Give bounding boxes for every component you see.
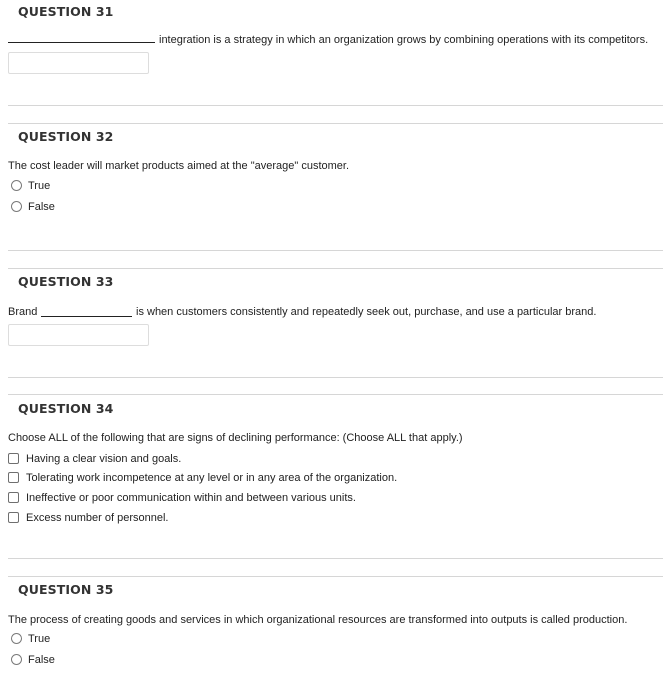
question-34-top-divider — [8, 394, 663, 395]
question-34-title: QUESTION 34 — [18, 401, 114, 416]
question-33-blank-line — [41, 316, 132, 317]
question-32-true-radio[interactable] — [11, 180, 22, 191]
question-33-prompt-end: is when customers consistently and repeatedly seek out, purchase, and use a particular brand. — [136, 306, 597, 318]
question-33-prompt-start: Brand — [8, 306, 38, 318]
question-31-divider — [8, 105, 663, 106]
question-34-prompt: Choose ALL of the following that are signs of declining performance: (Choose ALL that apply.) — [8, 432, 463, 444]
question-35-false-label[interactable]: False — [28, 654, 55, 666]
question-34-option-4-label[interactable]: Excess number of personnel. — [26, 512, 169, 524]
question-32-false-radio[interactable] — [11, 201, 22, 212]
question-32-divider — [8, 250, 663, 251]
question-31-blank-line — [8, 42, 155, 43]
question-34-option-3-checkbox[interactable] — [8, 492, 19, 503]
question-35-false-radio[interactable] — [11, 654, 22, 665]
question-31-title: QUESTION 31 — [18, 4, 114, 19]
question-34-option-4-checkbox[interactable] — [8, 512, 19, 523]
question-32-top-divider — [8, 123, 663, 124]
question-35-title: QUESTION 35 — [18, 582, 114, 597]
question-34-option-1-checkbox[interactable] — [8, 453, 19, 464]
question-34-option-1-label[interactable]: Having a clear vision and goals. — [26, 453, 182, 465]
question-33-top-divider — [8, 268, 663, 269]
question-33-title: QUESTION 33 — [18, 274, 114, 289]
question-32-false-label[interactable]: False — [28, 201, 55, 213]
question-34-divider — [8, 558, 663, 559]
question-32-title: QUESTION 32 — [18, 129, 114, 144]
question-35-top-divider — [8, 576, 663, 577]
question-33-answer-input[interactable] — [8, 324, 149, 346]
question-31-prompt: integration is a strategy in which an organization grows by combining operations with its competitors. — [159, 34, 649, 46]
question-34-option-2-label[interactable]: Tolerating work incompetence at any level or in any area of the organization. — [26, 472, 398, 484]
question-32-prompt: The cost leader will market products aimed at the "average" customer. — [8, 160, 350, 172]
question-35-true-radio[interactable] — [11, 633, 22, 644]
question-31-answer-input[interactable] — [8, 52, 149, 74]
question-33-divider — [8, 377, 663, 378]
question-34-option-2-checkbox[interactable] — [8, 472, 19, 483]
question-34-option-3-label[interactable]: Ineffective or poor communication within and between various units. — [26, 492, 356, 504]
question-35-prompt: The process of creating goods and services in which organizational resources are transformed into outputs is called production. — [8, 614, 628, 626]
question-35-true-label[interactable]: True — [28, 633, 51, 645]
question-32-true-label[interactable]: True — [28, 180, 51, 192]
